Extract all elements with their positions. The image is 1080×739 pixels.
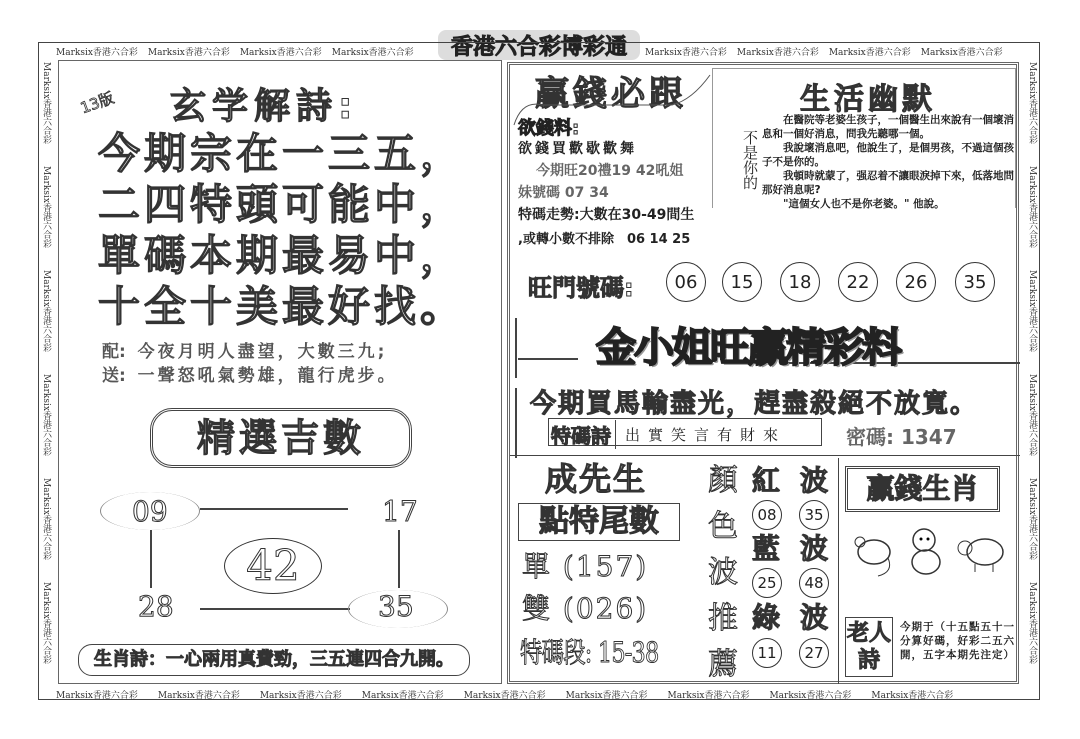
humor-text — [762, 113, 1014, 211]
wave-label: 波 — [800, 601, 829, 634]
site-title: 香港六合彩博彩通 — [438, 30, 640, 60]
watermark: Marksix香港六合彩 — [463, 691, 546, 701]
lucky-number: 28 — [138, 590, 174, 623]
color-char: 薦 — [708, 647, 738, 682]
watermark: Marksix香港六合彩 — [56, 48, 138, 58]
watermark: Marksix香港六合彩 — [1027, 62, 1037, 144]
win-label: 欲錢料: — [518, 118, 580, 139]
hot-number: 26 — [896, 262, 936, 302]
password: 密碼: 1347 — [846, 425, 957, 449]
watermark: Marksix香港六合彩 — [259, 691, 342, 701]
divider — [515, 318, 517, 378]
watermark-top-left — [56, 45, 414, 58]
color-char: 色 — [708, 509, 738, 544]
win-line: ,或轉小數不排除 06 14 25 — [518, 232, 691, 247]
left-title: 玄学解詩: — [170, 86, 359, 127]
divider — [838, 458, 839, 684]
watermark: Marksix香港六合彩 — [645, 48, 727, 58]
color-char: 推 — [708, 601, 738, 636]
slogan: 今期買馬輸盡光，趕盡殺絕不放寬。 — [530, 389, 979, 419]
watermark: Marksix香港六合彩 — [239, 48, 322, 58]
watermark-right — [1026, 62, 1039, 664]
watermark: Marksix香港六合彩 — [769, 691, 852, 701]
monkey-icon — [902, 526, 950, 578]
color-column — [708, 458, 738, 688]
humor-paragraph: 在醫院等老婆生孩子，一個醫生出來說有一個壞消息和一個好消息，問我先聽哪一個。 — [762, 114, 1014, 140]
divider — [518, 358, 578, 360]
watermark: Marksix香港六合彩 — [56, 691, 138, 701]
watermark: Marksix香港六合彩 — [736, 48, 819, 58]
wave-label: 波 — [800, 532, 829, 565]
wave-number: 25 — [752, 568, 782, 598]
pair-label: 配: — [102, 342, 126, 362]
pair-text: 一聲怒吼氣勢雄，龍行虎步。 — [137, 366, 398, 386]
divider — [510, 455, 1020, 456]
pair-line — [102, 340, 398, 364]
poem — [98, 128, 498, 332]
wave-label: 波 — [800, 464, 829, 497]
humor-paragraph: 我說壞消息吧，他說生了，是個男孩，不過這個孩子不是你的。 — [762, 142, 1014, 168]
poem-line: 十全十美最好找。 — [98, 282, 467, 331]
code-poem-label: 特碼詩 — [551, 420, 616, 449]
vertical-caption: 不是你的 — [741, 130, 759, 190]
watermark: Marksix香港六合彩 — [920, 48, 1003, 58]
single-numbers: 單 (157) — [522, 550, 649, 583]
pair-lines — [102, 340, 398, 388]
win-line: 特碼走勢:大數在30-49間生 — [518, 207, 695, 223]
watermark: Marksix香港六合彩 — [157, 691, 240, 701]
watermark: Marksix香港六合彩 — [667, 691, 750, 701]
watermark: Marksix香港六合彩 — [828, 48, 911, 58]
hot-number: 35 — [955, 262, 995, 302]
edition-label: 13版 — [78, 88, 117, 118]
wave-name: 藍 — [752, 532, 781, 565]
watermark: Marksix香港六合彩 — [1027, 165, 1037, 248]
poem-line: 單碼本期最易中， — [98, 231, 467, 280]
connector — [200, 508, 348, 510]
wave-number: 11 — [752, 638, 782, 668]
hot-number: 15 — [722, 262, 762, 302]
wave-name: 紅 — [752, 464, 781, 497]
pair-label: 送: — [102, 366, 126, 386]
connector — [398, 530, 400, 588]
connector — [150, 530, 152, 588]
tail-title: 點特尾數 — [518, 503, 680, 541]
pair-line — [102, 364, 398, 388]
banner: 金小姐旺贏精彩料 — [596, 325, 900, 371]
wave-number: 48 — [799, 568, 829, 598]
watermark: Marksix香港六合彩 — [871, 691, 954, 701]
win-line: 欲錢買歡歇歡舞 — [518, 141, 637, 157]
pair-text: 今夜月明人盡望，大數三九; — [137, 342, 388, 362]
hot-number: 06 — [666, 262, 706, 302]
lucky-title: 精選吉數 — [150, 408, 412, 468]
divider — [515, 388, 517, 458]
watermark: Marksix香港六合彩 — [41, 165, 51, 248]
watermark: Marksix香港六合彩 — [147, 48, 230, 58]
watermark: Marksix香港六合彩 — [1027, 581, 1037, 664]
hot-number: 22 — [838, 262, 878, 302]
humor-paragraph: "這個女人也不是你老婆。" 他說。 — [762, 198, 945, 210]
poem-line: 二四特頭可能中， — [98, 180, 467, 229]
color-char: 顏 — [708, 463, 738, 498]
code-poem-text: 出實笑言有財來 — [625, 426, 787, 444]
color-char: 波 — [708, 555, 738, 590]
mr-cheng: 成先生 — [545, 460, 648, 498]
watermark: Marksix香港六合彩 — [41, 581, 51, 664]
lucky-number: 17 — [382, 495, 418, 528]
watermark: Marksix香港六合彩 — [41, 62, 51, 144]
code-range: 特碼段: 15-38 — [520, 636, 659, 669]
humor-paragraph: 我頓時就蒙了，强忍着不讓眼淚掉下來，低落地問那好消息呢? — [762, 170, 1014, 196]
hot-label: 旺門號碼: — [528, 274, 634, 302]
old-poem-title: 老人詩 — [845, 617, 893, 677]
win-line: 妹號碼 07 34 — [518, 185, 609, 201]
pig-icon — [955, 530, 1007, 576]
lucky-number: 09 — [132, 495, 168, 528]
poem-line: 今期宗在一三五， — [98, 129, 467, 178]
zodiac-title: 贏錢生肖 — [845, 466, 1000, 512]
rat-icon — [848, 528, 896, 578]
lucky-number: 35 — [378, 590, 414, 623]
watermark: Marksix香港六合彩 — [361, 691, 444, 701]
watermark: Marksix香港六合彩 — [331, 48, 414, 58]
watermark: Marksix香港六合彩 — [565, 691, 648, 701]
lucky-center-ellipse: 42 — [224, 538, 322, 594]
connector — [200, 608, 350, 610]
wave-name: 綠 — [752, 601, 781, 634]
zodiac-poem: 生肖詩：一心兩用真費勁，三五連四合九開。 — [78, 644, 470, 676]
watermark: Marksix香港六合彩 — [41, 373, 51, 456]
watermark: Marksix香港六合彩 — [1027, 477, 1037, 560]
watermark-left — [40, 62, 53, 664]
watermark-top-right — [645, 45, 1003, 58]
watermark-bottom — [56, 688, 953, 701]
double-numbers: 雙 (026) — [522, 592, 649, 625]
hot-number: 18 — [780, 262, 820, 302]
old-poem-text: 今期于（十五點五十一分算好碼，好彩二五六開，五字本期先注定） — [900, 621, 1015, 661]
watermark: Marksix香港六合彩 — [41, 269, 51, 352]
watermark: Marksix香港六合彩 — [1027, 373, 1037, 456]
wave-number: 08 — [752, 500, 782, 530]
wave-number: 27 — [799, 638, 829, 668]
win-line: 今期旺20禮19 42吼姐 — [536, 163, 684, 179]
win-title: 贏錢必跟 — [535, 74, 687, 114]
humor-title: 生活幽默 — [800, 82, 936, 117]
watermark: Marksix香港六合彩 — [1027, 269, 1037, 352]
wave-number: 35 — [799, 500, 829, 530]
watermark: Marksix香港六合彩 — [41, 477, 51, 560]
